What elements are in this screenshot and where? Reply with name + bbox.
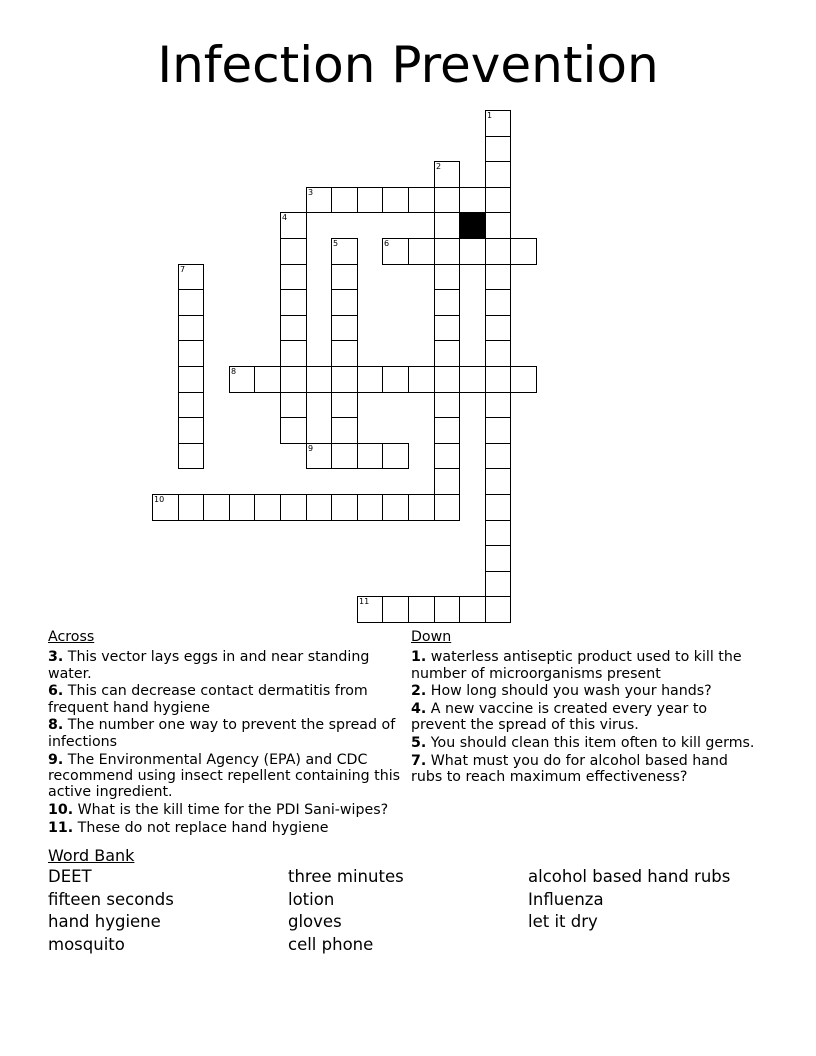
crossword-cell[interactable]	[331, 264, 358, 290]
crossword-cell[interactable]	[254, 366, 281, 393]
crossword-cell[interactable]	[485, 110, 511, 137]
crossword-cell[interactable]	[382, 494, 409, 521]
crossword-cell[interactable]	[331, 494, 358, 521]
cell-number: 5	[333, 239, 339, 248]
word-bank-column-2	[288, 866, 404, 957]
word-bank-item: fifteen seconds	[48, 889, 174, 909]
crossword-cell[interactable]	[306, 494, 332, 521]
crossword-cell[interactable]	[306, 443, 332, 469]
crossword-cell[interactable]	[178, 417, 204, 444]
clue-down-4: 4. A new vaccine is created every year to prevent the spread of this virus.	[411, 701, 708, 734]
page-title: Infection Prevention	[157, 36, 659, 94]
clue-across-9: 9. The Environmental Agency (EPA) and CDC recommend using insect repellent containing this active ingredient.	[48, 751, 401, 801]
crossword-cell[interactable]	[331, 366, 358, 393]
crossword-cell[interactable]	[510, 238, 537, 265]
cell-number: 1	[487, 111, 493, 120]
crossword-cell[interactable]	[382, 187, 409, 213]
crossword-cell[interactable]	[434, 340, 460, 367]
cell-number: 8	[231, 367, 237, 376]
crossword-cell[interactable]	[408, 494, 435, 521]
crossword-cell[interactable]	[485, 315, 511, 341]
crossword-cell[interactable]	[178, 494, 204, 521]
crossword-cell[interactable]	[434, 315, 460, 341]
crossword-cell[interactable]	[280, 340, 307, 367]
crossword-cell[interactable]	[178, 289, 204, 316]
word-bank-column-3	[528, 866, 730, 934]
cell-number: 3	[308, 188, 314, 197]
crossword-cell[interactable]	[485, 238, 511, 265]
crossword-cell[interactable]	[382, 238, 409, 265]
crossword-cell[interactable]	[485, 392, 511, 418]
crossword-cell[interactable]	[331, 238, 358, 265]
crossword-cell[interactable]	[331, 340, 358, 367]
crossword-cell[interactable]	[434, 264, 460, 290]
crossword-cell[interactable]	[434, 494, 460, 521]
crossword-cell[interactable]	[229, 494, 255, 521]
word-bank-item: DEET	[48, 867, 92, 886]
word-bank-item: hand hygiene	[48, 912, 161, 932]
crossword-cell[interactable]	[178, 315, 204, 341]
cell-number: 10	[154, 495, 165, 504]
crossword-cell[interactable]	[434, 417, 460, 444]
crossword-cell[interactable]	[485, 571, 511, 597]
crossword-cell[interactable]	[331, 392, 358, 418]
crossword-cell[interactable]	[485, 136, 511, 162]
down-clues	[411, 629, 756, 787]
crossword-cell[interactable]	[485, 366, 511, 393]
clue-down-7: 7. What must you do for alcohol based hand rubs to reach maximum effectiveness?	[411, 753, 728, 786]
crossword-cell[interactable]	[178, 392, 204, 418]
crossword-cell[interactable]	[280, 417, 307, 444]
crossword-cell[interactable]	[280, 264, 307, 290]
crossword-cell[interactable]	[306, 187, 332, 213]
word-bank-item: lotion	[288, 889, 335, 909]
crossword-cell[interactable]	[459, 596, 486, 623]
clue-across-11: 11. These do not replace hand hygiene	[48, 819, 329, 836]
crossword-cell[interactable]	[280, 366, 307, 393]
clue-down-5: 5. You should clean this item often to kill germs.	[411, 735, 755, 752]
crossword-cell[interactable]	[178, 264, 204, 290]
crossword-cell[interactable]	[485, 264, 511, 290]
crossword-cell[interactable]	[434, 187, 460, 213]
crossword-cell[interactable]	[178, 340, 204, 367]
crossword-cell[interactable]	[357, 187, 383, 213]
crossword-cell[interactable]	[280, 238, 307, 265]
word-bank-item: let it dry	[528, 912, 598, 932]
crossword-cell[interactable]	[203, 494, 230, 521]
crossword-cell[interactable]	[280, 315, 307, 341]
crossword-cell[interactable]	[408, 366, 435, 393]
crossword-cell[interactable]	[485, 161, 511, 188]
crossword-cell[interactable]	[485, 494, 511, 521]
crossword-cell[interactable]	[434, 468, 460, 495]
cell-number: 6	[384, 239, 390, 248]
crossword-cell[interactable]	[382, 443, 409, 469]
word-bank-item: gloves	[288, 912, 342, 932]
word-bank-item: mosquito	[48, 935, 125, 955]
crossword-cell[interactable]	[485, 212, 511, 239]
down-heading: Down	[411, 629, 452, 645]
cell-number: 4	[282, 213, 288, 222]
crossword-cell[interactable]	[434, 212, 460, 239]
crossword-cell[interactable]	[306, 366, 332, 393]
word-bank-item: cell phone	[288, 935, 374, 955]
crossword-cell[interactable]	[408, 238, 435, 265]
crossword-cell[interactable]	[280, 289, 307, 316]
crossword-cell[interactable]	[331, 315, 358, 341]
crossword-cell[interactable]	[357, 494, 383, 521]
crossword-cell[interactable]	[485, 468, 511, 495]
crossword-cell[interactable]	[331, 289, 358, 316]
word-bank-item: alcohol based hand rubs	[528, 867, 731, 886]
crossword-cell[interactable]	[485, 187, 511, 213]
crossword-cell[interactable]	[408, 187, 435, 213]
word-bank-item: Influenza	[528, 889, 604, 909]
crossword-cell[interactable]	[280, 392, 307, 418]
crossword-cell[interactable]	[510, 366, 537, 393]
crossword-cell[interactable]	[434, 238, 460, 265]
crossword-cell[interactable]	[408, 596, 435, 623]
crossword-cell[interactable]	[434, 161, 460, 188]
cell-number: 2	[436, 162, 442, 171]
clue-down-1: 1. waterless antiseptic product used to kill the number of microorganisms present	[411, 649, 742, 682]
crossword-cell[interactable]	[331, 417, 358, 444]
crossword-cell[interactable]	[485, 520, 511, 546]
crossword-cell[interactable]	[229, 366, 255, 393]
crossword-cell[interactable]	[459, 238, 486, 265]
cell-number: 11	[359, 597, 370, 606]
clue-across-10: 10. What is the kill time for the PDI Sani-wipes?	[48, 801, 389, 818]
crossword-cell[interactable]	[280, 212, 307, 239]
clue-down-2: 2. How long should you wash your hands?	[411, 683, 712, 700]
crossword-cell[interactable]	[152, 494, 179, 521]
crossword-cell[interactable]	[357, 596, 383, 623]
crossword-cell[interactable]	[382, 366, 409, 393]
crossword-cell[interactable]	[434, 443, 460, 469]
crossword-cell[interactable]	[434, 366, 460, 393]
crossword-cell[interactable]	[485, 545, 511, 572]
clue-across-6: 6. This can decrease contact dermatitis from frequent hand hygiene	[48, 683, 368, 716]
crossword-cell[interactable]	[382, 596, 409, 623]
crossword-cell[interactable]	[357, 366, 383, 393]
cell-number: 7	[180, 265, 186, 274]
crossword-cell[interactable]	[485, 289, 511, 316]
crossword-cell[interactable]	[485, 340, 511, 367]
across-clues	[48, 629, 403, 838]
word-bank-item: three minutes	[288, 867, 404, 886]
crossword-cell[interactable]	[434, 289, 460, 316]
crossword-cell[interactable]	[459, 187, 486, 213]
word-bank-column-1	[48, 866, 174, 957]
crossword-cell[interactable]	[357, 443, 383, 469]
across-heading: Across	[48, 629, 95, 645]
crossword-cell[interactable]	[178, 366, 204, 393]
crossword-cell[interactable]	[434, 596, 460, 623]
crossword-cell[interactable]	[331, 443, 358, 469]
crossword-cell[interactable]	[434, 392, 460, 418]
crossword-cell[interactable]	[331, 187, 358, 213]
crossword-cell[interactable]	[485, 443, 511, 469]
crossword-cell[interactable]	[254, 494, 281, 521]
word-bank-heading: Word Bank	[48, 846, 135, 865]
cell-number: 9	[308, 444, 314, 453]
crossword-cell[interactable]	[485, 596, 511, 623]
clue-across-8: 8. The number one way to prevent the spread of infections	[48, 717, 396, 750]
crossword-cell[interactable]	[459, 366, 486, 393]
crossword-black-cell	[459, 212, 486, 239]
crossword-cell[interactable]	[178, 443, 204, 469]
clue-across-3: 3. This vector lays eggs in and near standing water.	[48, 649, 370, 682]
crossword-cell[interactable]	[280, 494, 307, 521]
crossword-cell[interactable]	[485, 417, 511, 444]
